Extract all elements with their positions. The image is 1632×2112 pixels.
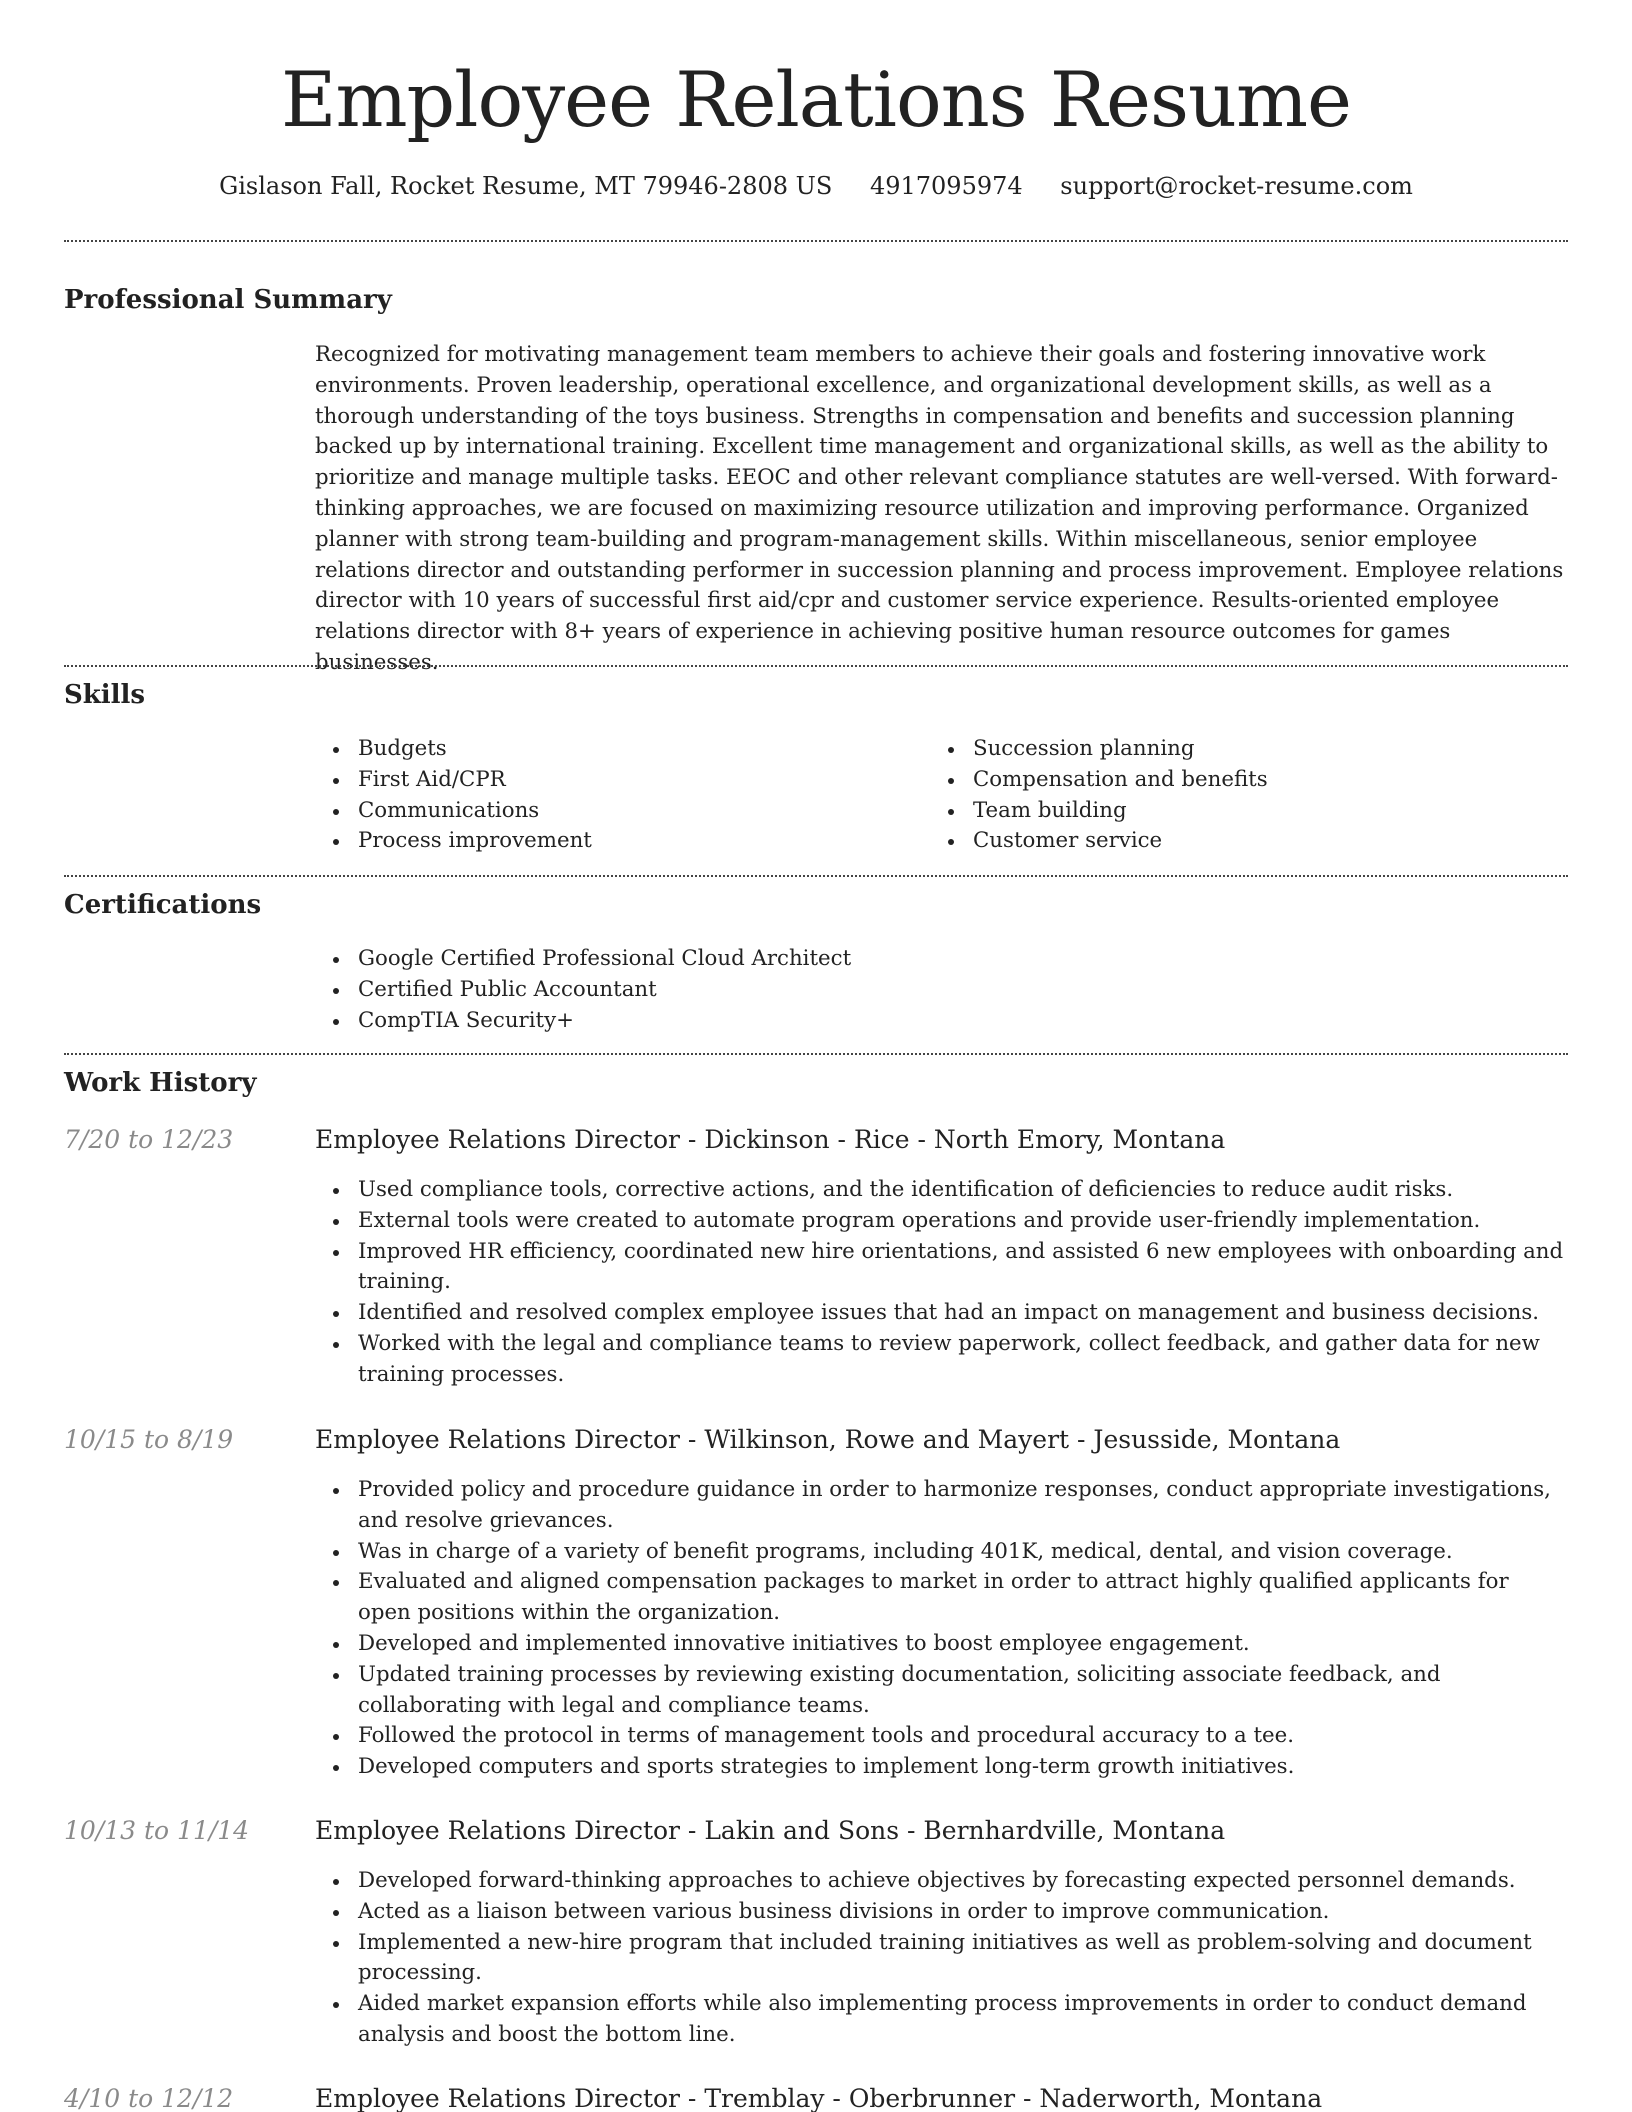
job-dates: 10/13 to 11/14 bbox=[64, 1816, 250, 1845]
job-bullets bbox=[315, 1175, 1568, 1391]
skill-item: Communications bbox=[315, 796, 915, 827]
job-bullet: Updated training processes by reviewing existing documentation, soliciting associate feedback, and collaborating with legal and compliance teams. bbox=[315, 1660, 1568, 1722]
section-title-certifications: Certifications bbox=[64, 890, 262, 920]
skill-item: Customer service bbox=[930, 826, 1568, 857]
job-bullet: Developed forward-thinking approaches to achieve objectives by forecasting expected personnel demands. bbox=[315, 1866, 1568, 1897]
certification-item: Google Certified Professional Cloud Architect bbox=[315, 944, 1568, 975]
divider bbox=[64, 1053, 1568, 1055]
contact-line bbox=[64, 170, 1568, 202]
contact-phone: 4917095974 bbox=[869, 172, 1023, 200]
job-dates: 10/15 to 8/19 bbox=[64, 1425, 234, 1454]
skills-list-left bbox=[315, 734, 915, 857]
summary-text: Recognized for motivating management team members to achieve their goals and fostering innovative work environments. Proven leadership, operational excellence, and organizational development skills, as well as a thorough understanding of the toys business. Strengths in compensation and benefits and succession planning backed up by international training. Excellent time management and organizational skills, as well as the ability to prioritize and manage multiple tasks. EEOC and other relevant compliance statutes are well-versed. With forward-thinking approaches, we are focused on maximizing resource utilization and improving performance. Organized planner with strong team-building and program-management skills. Within miscellaneous, senior employee relations director and outstanding performer in succession planning and process improvement. Employee relations director with 10 years of successful first aid/cpr and customer service experience. Results-oriented employee relations director with 8+ years of experience in achieving positive human resource outcomes for games businesses. bbox=[315, 342, 1564, 675]
job-dates: 4/10 to 12/12 bbox=[64, 2084, 234, 2112]
job-title: Employee Relations Director - Tremblay - Oberbrunner - Naderworth, Montana bbox=[315, 2084, 1323, 2112]
skills-list-right bbox=[930, 734, 1568, 857]
certification-item: CompTIA Security+ bbox=[315, 1006, 1568, 1037]
job-bullet: Worked with the legal and compliance teams to review paperwork, collect feedback, and gather data for new training processes. bbox=[315, 1329, 1568, 1391]
skill-item: Team building bbox=[930, 796, 1568, 827]
skill-item: Succession planning bbox=[930, 734, 1568, 765]
job-title: Employee Relations Director - Dickinson - Rice - North Emory, Montana bbox=[315, 1125, 1226, 1154]
job-bullet: Implemented a new-hire program that included training initiatives as well as problem-solving and document processing. bbox=[315, 1928, 1568, 1990]
job-title: Employee Relations Director - Wilkinson, Rowe and Mayert - Jesusside, Montana bbox=[315, 1425, 1341, 1454]
certification-item: Certified Public Accountant bbox=[315, 975, 1568, 1006]
resume-title: Employee Relations Resume bbox=[280, 55, 1352, 144]
job-bullet: Acted as a liaison between various business divisions in order to improve communication. bbox=[315, 1897, 1568, 1928]
job-bullet: Identified and resolved complex employee issues that had an impact on management and business decisions. bbox=[315, 1298, 1568, 1329]
job-bullets bbox=[315, 1475, 1568, 1783]
divider bbox=[64, 665, 1568, 667]
job-bullet: Developed and implemented innovative initiatives to boost employee engagement. bbox=[315, 1629, 1568, 1660]
job-bullet: Followed the protocol in terms of management tools and procedural accuracy to a tee. bbox=[315, 1721, 1568, 1752]
section-title-summary: Professional Summary bbox=[64, 285, 392, 315]
divider bbox=[64, 875, 1568, 877]
job-bullet: Improved HR efficiency, coordinated new hire orientations, and assisted 6 new employees with onboarding and training. bbox=[315, 1237, 1568, 1299]
job-bullet: Was in charge of a variety of benefit programs, including 401K, medical, dental, and vision coverage. bbox=[315, 1537, 1568, 1568]
job-bullet: Evaluated and aligned compensation packages to market in order to attract highly qualified applicants for open positions within the organization. bbox=[315, 1567, 1568, 1629]
certifications-list bbox=[315, 944, 1568, 1036]
skill-item: First Aid/CPR bbox=[315, 765, 915, 796]
contact-address: Gislason Fall, Rocket Resume, MT 79946-2808 US bbox=[219, 172, 833, 200]
skill-item: Compensation and benefits bbox=[930, 765, 1568, 796]
job-bullet: External tools were created to automate program operations and provide user-friendly implementation. bbox=[315, 1206, 1568, 1237]
skill-item: Budgets bbox=[315, 734, 915, 765]
skill-item: Process improvement bbox=[315, 826, 915, 857]
job-title: Employee Relations Director - Lakin and Sons - Bernhardville, Montana bbox=[315, 1816, 1226, 1845]
section-title-skills: Skills bbox=[64, 680, 146, 710]
section-title-work-history: Work History bbox=[64, 1068, 257, 1098]
divider bbox=[64, 240, 1568, 242]
job-dates: 7/20 to 12/23 bbox=[64, 1125, 234, 1154]
job-bullet: Aided market expansion efforts while also implementing process improvements in order to conduct demand analysis and boost the bottom line. bbox=[315, 1989, 1568, 2051]
job-bullet: Developed computers and sports strategies to implement long-term growth initiatives. bbox=[315, 1752, 1568, 1783]
job-bullet: Provided policy and procedure guidance in order to harmonize responses, conduct appropriate investigations, and resolve grievances. bbox=[315, 1475, 1568, 1537]
job-bullet: Used compliance tools, corrective actions, and the identification of deficiencies to reduce audit risks. bbox=[315, 1175, 1568, 1206]
job-bullets bbox=[315, 1866, 1568, 2051]
contact-email[interactable]: support@rocket-resume.com bbox=[1060, 172, 1413, 200]
